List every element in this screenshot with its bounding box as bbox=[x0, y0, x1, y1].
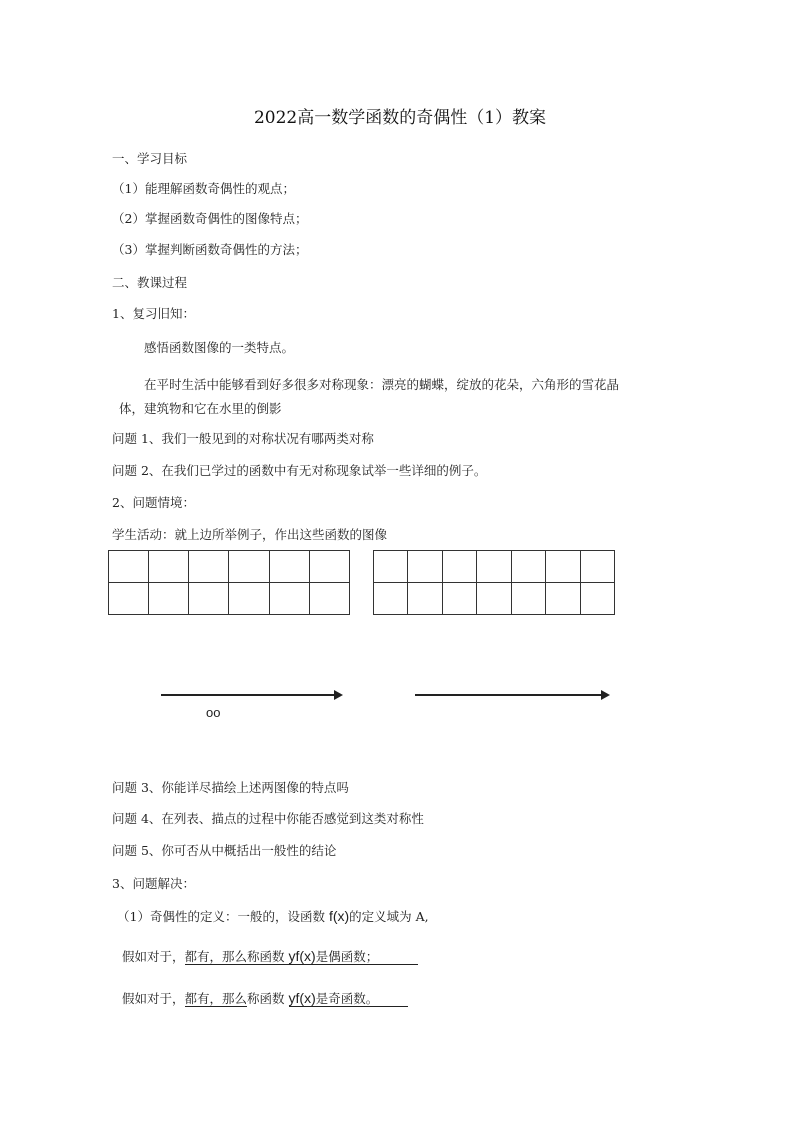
even-condition: 都有，那么称函数 bbox=[184, 949, 289, 964]
odd-prefix: 假如对于， bbox=[122, 991, 185, 1006]
even-suffix: 是偶函数； bbox=[315, 949, 379, 964]
odd-function: yf(x) bbox=[288, 990, 316, 1006]
definition-function: f(x) bbox=[328, 908, 350, 924]
even-definition-line bbox=[122, 949, 418, 965]
definition-suffix: 的定义域为 A, bbox=[349, 909, 429, 924]
definition-prefix: （1）奇偶性的定义：一般的，设函数 bbox=[117, 909, 329, 924]
review-paragraph-2a: 在平时生活中能够看到好多很多对称现象：漂亮的蝴蝶，绽放的花朵，六角形的雪花晶 bbox=[144, 377, 620, 392]
page-title: 2022高一数学函数的奇偶性（1）教案 bbox=[253, 108, 547, 128]
goal-item-2: （2）掌握函数奇偶性的图像特点； bbox=[112, 211, 308, 226]
even-prefix: 假如对于， bbox=[122, 949, 185, 964]
odd-suffix: 是奇函数。 bbox=[315, 991, 379, 1006]
review-paragraph-2b: 体，建筑物和它在水里的倒影 bbox=[119, 401, 282, 416]
question-5: 问题 5、你可否从中概括出一般性的结论 bbox=[112, 843, 337, 858]
question-3: 问题 3、你能详尽描绘上述两图像的特点吗 bbox=[112, 780, 349, 795]
review-heading: 1、复习旧知： bbox=[112, 306, 195, 321]
student-activity: 学生活动：就上边所举例子，作出这些函数的图像 bbox=[112, 527, 388, 542]
even-blank-fill bbox=[185, 949, 419, 965]
question-1: 问题 1、我们一般见到的对称状况有哪两类对称 bbox=[112, 431, 374, 446]
review-paragraph-1: 感悟函数图像的一类特点。 bbox=[144, 340, 295, 355]
section-heading-goals: 一、学习目标 bbox=[112, 151, 188, 166]
axis-arrow-left bbox=[161, 694, 341, 696]
odd-blank-fill-1 bbox=[185, 991, 248, 1007]
even-function: yf(x) bbox=[288, 948, 316, 964]
odd-condition: 都有，那么 bbox=[184, 991, 248, 1006]
definition-line bbox=[117, 908, 429, 925]
question-2: 问题 2、在我们已学过的函数中有无对称现象试举一些详细的例子。 bbox=[112, 463, 487, 478]
odd-blank-fill-2 bbox=[289, 991, 409, 1007]
value-table-left bbox=[108, 550, 350, 615]
solve-heading: 3、问题解决： bbox=[112, 876, 195, 891]
section-heading-process: 二、教课过程 bbox=[112, 275, 188, 290]
axis-arrow-right bbox=[415, 694, 608, 696]
odd-say: 称函数 bbox=[247, 991, 289, 1006]
value-table-right bbox=[373, 550, 615, 615]
situation-heading: 2、问题情境： bbox=[112, 495, 195, 510]
odd-definition-line bbox=[122, 991, 408, 1007]
axis-origin-label: oo bbox=[206, 705, 221, 720]
goal-item-1: （1）能理解函数奇偶性的观点； bbox=[112, 181, 295, 196]
question-4: 问题 4、在列表、描点的过程中你能否感觉到这类对称性 bbox=[112, 811, 424, 826]
goal-item-3: （3）掌握判断函数奇偶性的方法； bbox=[112, 242, 308, 257]
